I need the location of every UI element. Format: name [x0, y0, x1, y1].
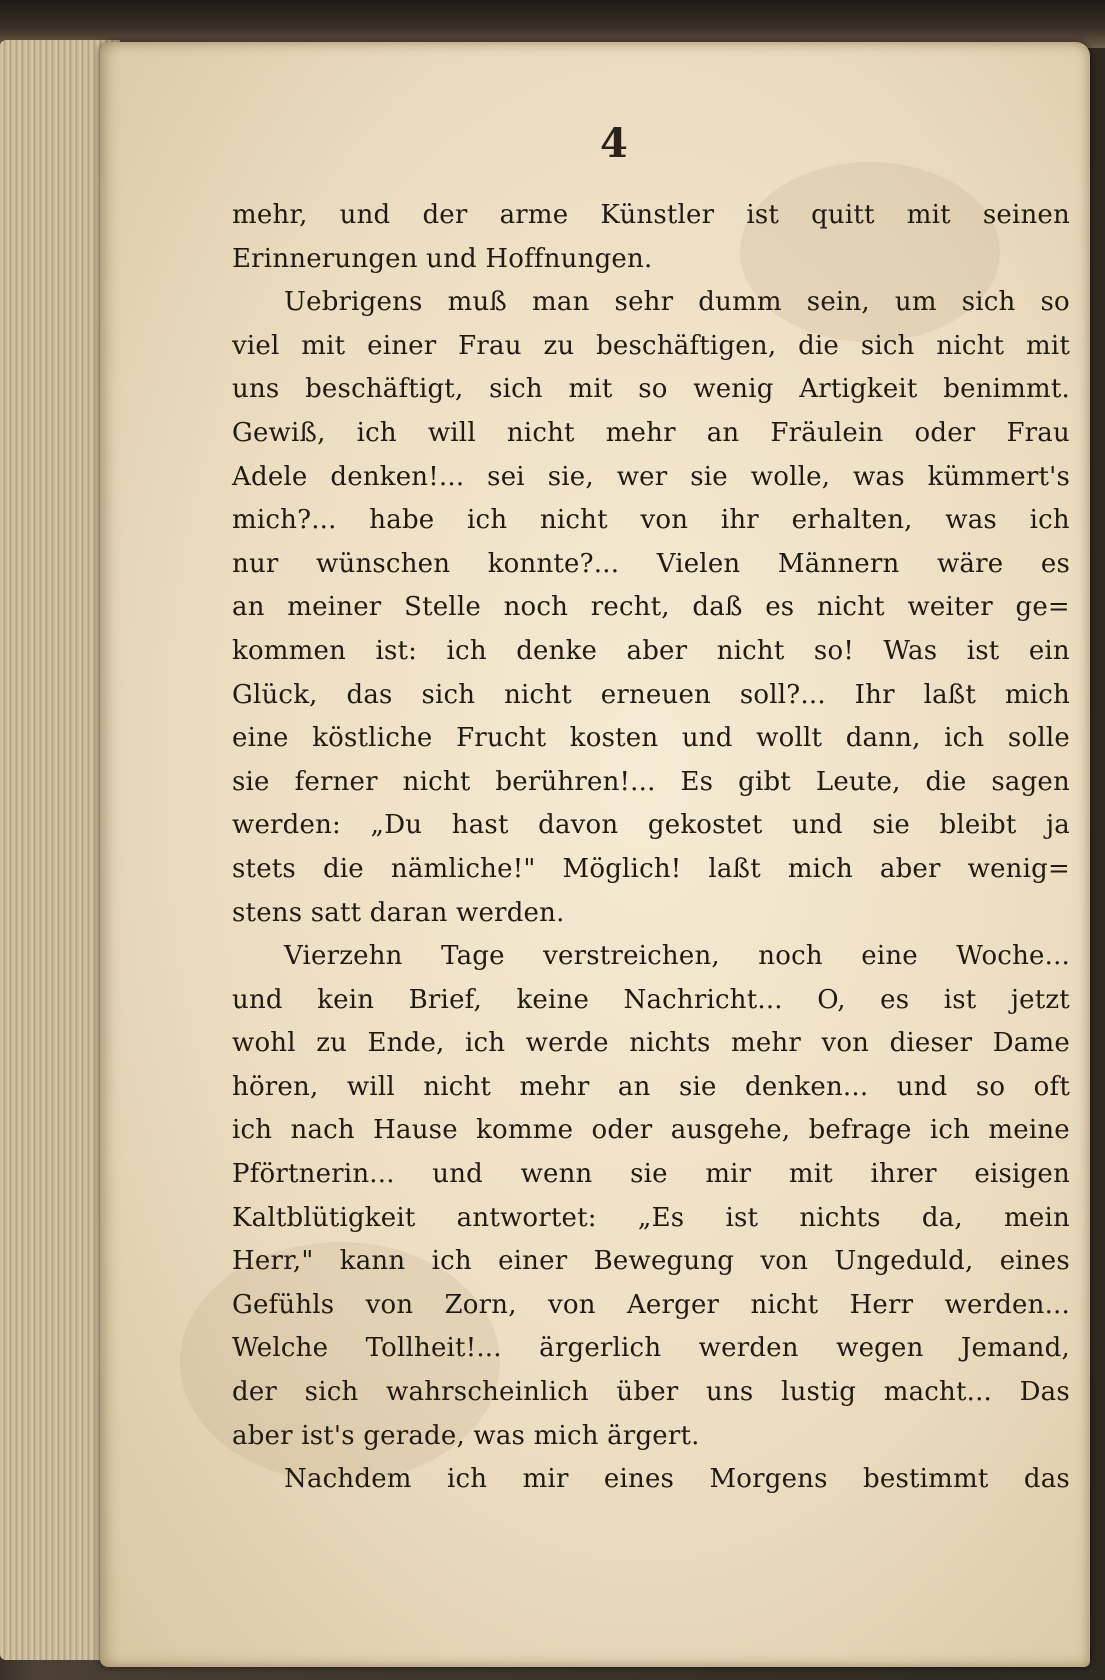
- word: an: [706, 417, 740, 448]
- text-line: [232, 1109, 1070, 1153]
- word: seinen: [982, 200, 1070, 230]
- word: hören,: [232, 1071, 319, 1102]
- word: ich: [1029, 505, 1070, 536]
- word: mit: [1025, 330, 1070, 361]
- word: aber: [879, 853, 941, 884]
- word: will: [346, 1071, 395, 1102]
- word: der: [232, 1377, 278, 1408]
- word: wünschen: [316, 548, 451, 579]
- word: Glück,: [232, 679, 318, 710]
- word: beschäftigt,: [305, 374, 464, 405]
- word: nicht: [506, 417, 575, 448]
- word: dumm: [698, 287, 782, 318]
- word: ärgerlich: [539, 1333, 662, 1364]
- word: dieser: [889, 1028, 973, 1059]
- word: Gefühls: [232, 1289, 335, 1320]
- word: komme: [476, 1115, 574, 1146]
- word: nicht: [402, 766, 471, 797]
- word: Welche: [232, 1333, 329, 1364]
- word: hast: [451, 810, 509, 841]
- word: Ende,: [367, 1028, 445, 1059]
- word: Uebrigens: [284, 287, 423, 318]
- word: es: [1040, 548, 1070, 579]
- word: und: [432, 1159, 483, 1190]
- word: mein: [1004, 1202, 1070, 1233]
- word: nicht: [423, 1071, 492, 1102]
- text-line: [232, 499, 1070, 543]
- word: befrage: [808, 1115, 912, 1146]
- word: sehr: [614, 287, 674, 318]
- word: Stelle: [404, 592, 481, 623]
- word: ist: [966, 635, 1000, 666]
- word: es: [880, 984, 910, 1015]
- word: Ungeduld,: [834, 1246, 974, 1277]
- word: eine: [232, 723, 289, 754]
- word: bestimmt: [863, 1464, 989, 1495]
- word: mit: [568, 374, 613, 405]
- text-line: [232, 412, 1070, 456]
- word: benimmt.: [943, 374, 1070, 405]
- word: wenig=: [967, 853, 1070, 884]
- word: nicht: [816, 592, 885, 623]
- word: so: [975, 1071, 1006, 1102]
- word: eines: [603, 1464, 675, 1495]
- word: Adele: [232, 461, 308, 492]
- word: ich: [467, 505, 508, 536]
- word: nämliche!": [390, 853, 536, 884]
- word: nicht: [936, 330, 1005, 361]
- word: sich: [421, 679, 476, 710]
- word: O,: [817, 984, 846, 1015]
- word: Frau: [1006, 417, 1070, 448]
- word: was: [853, 461, 905, 492]
- word: mehr: [605, 417, 676, 448]
- word: Das: [1019, 1377, 1070, 1408]
- text-line: [232, 1284, 1070, 1328]
- word: nicht: [750, 1289, 819, 1320]
- word: uns: [706, 1377, 754, 1408]
- word: Tage: [441, 941, 505, 972]
- word: zu: [543, 330, 575, 361]
- word: Ihr: [854, 679, 895, 710]
- word: ja: [1046, 810, 1070, 841]
- word: und: [792, 810, 843, 841]
- word: ein: [1028, 635, 1070, 666]
- page-sheet: [100, 42, 1090, 1667]
- word: ich: [464, 1028, 506, 1059]
- word: kosten: [569, 723, 659, 754]
- word: oder: [914, 417, 976, 448]
- word: sie: [678, 1071, 717, 1102]
- word: solle: [1007, 723, 1070, 754]
- word: Jemand,: [960, 1333, 1070, 1364]
- word: Leute,: [815, 766, 901, 797]
- word: weiter: [907, 592, 993, 623]
- word: Vierzehn: [284, 941, 403, 972]
- word: Was: [883, 635, 938, 666]
- word: noch: [758, 941, 823, 972]
- word: wegen: [836, 1333, 924, 1364]
- word: „Es: [637, 1202, 685, 1233]
- page-number: 4: [600, 120, 628, 167]
- word: Frau: [458, 330, 522, 361]
- word: so: [1040, 287, 1070, 318]
- text-line: [232, 1371, 1070, 1415]
- word: nicht: [504, 679, 572, 710]
- word: Vielen: [656, 548, 741, 579]
- text-line: [232, 281, 1070, 325]
- word: antwortet:: [456, 1202, 597, 1233]
- text-line: [232, 630, 1070, 674]
- word: da,: [921, 1202, 963, 1233]
- word: ausgehe,: [670, 1115, 791, 1146]
- word: über: [616, 1377, 679, 1408]
- word: so!: [813, 635, 854, 666]
- word: sie: [630, 1159, 668, 1190]
- word: nicht: [716, 635, 785, 666]
- word: und: [681, 723, 733, 754]
- word: an: [232, 592, 265, 623]
- word: oft: [1033, 1071, 1070, 1102]
- text-line: [232, 543, 1070, 587]
- word: Kaltblütigkeit: [232, 1202, 416, 1233]
- word: und: [896, 1071, 948, 1102]
- word: ich: [929, 1115, 971, 1146]
- text-line: [232, 1197, 1070, 1241]
- word: die: [322, 853, 364, 884]
- word: mit: [788, 1159, 833, 1190]
- text-line: Erinnerungen und Hoffnungen.: [232, 243, 653, 274]
- word: macht...: [883, 1377, 993, 1408]
- text-line: [232, 1327, 1070, 1371]
- word: nichts: [629, 1028, 711, 1059]
- word: habe: [369, 505, 435, 536]
- word: meiner: [287, 592, 382, 623]
- word: Pförtnerin...: [232, 1159, 395, 1190]
- word: mir: [705, 1159, 752, 1190]
- word: mir: [522, 1464, 569, 1495]
- text-line: [232, 674, 1070, 718]
- word: bleibt: [939, 810, 1017, 841]
- word: Fräulein: [770, 417, 884, 448]
- word: ist:: [375, 635, 418, 666]
- body-text: [232, 194, 1070, 1502]
- word: soll?...: [739, 679, 826, 710]
- word: denke: [516, 635, 598, 666]
- word: mit: [906, 200, 951, 230]
- word: sein,: [806, 287, 870, 318]
- word: wer: [616, 461, 668, 492]
- word: sich: [489, 374, 543, 405]
- word: kommen: [232, 635, 347, 666]
- text-line: [232, 586, 1070, 630]
- word: Herr,": [232, 1246, 314, 1277]
- word: sei: [487, 461, 525, 492]
- word: die: [798, 330, 840, 361]
- word: eine: [861, 941, 918, 972]
- word: jetzt: [1010, 984, 1070, 1015]
- word: daß: [692, 592, 743, 623]
- word: Zorn,: [444, 1289, 517, 1320]
- word: Nachricht...: [623, 984, 783, 1015]
- word: ist: [943, 984, 977, 1015]
- word: und: [339, 200, 391, 230]
- word: wolle,: [750, 461, 831, 492]
- text-line: [232, 456, 1070, 500]
- text-line: [232, 1458, 1070, 1502]
- word: köstliche: [312, 723, 433, 754]
- word: ich: [446, 635, 487, 666]
- word: Herr: [849, 1289, 914, 1320]
- word: sagen: [991, 766, 1070, 797]
- word: Woche...: [956, 941, 1070, 972]
- word: werden...: [944, 1289, 1070, 1320]
- word: ich: [356, 417, 397, 448]
- text-line: [232, 325, 1070, 369]
- word: kann: [339, 1246, 406, 1277]
- word: ge=: [1015, 592, 1070, 623]
- word: nach: [290, 1115, 355, 1146]
- word: lustig: [781, 1377, 857, 1408]
- text-line: [232, 717, 1070, 761]
- word: erhalten,: [791, 505, 913, 536]
- text-line: [232, 848, 1070, 892]
- word: nichts: [799, 1202, 881, 1233]
- text-line: [232, 1240, 1070, 1284]
- word: werde: [525, 1028, 609, 1059]
- word: Künstler: [600, 200, 715, 230]
- word: gibt: [738, 766, 791, 797]
- word: und: [232, 984, 283, 1015]
- word: ist: [725, 1202, 759, 1233]
- word: Tollheit!...: [365, 1333, 502, 1364]
- word: Aerger: [626, 1289, 720, 1320]
- word: sie: [872, 810, 911, 841]
- word: einer: [367, 330, 437, 361]
- word: laßt: [708, 853, 761, 884]
- word: ich: [447, 1464, 488, 1495]
- word: Bewegung: [593, 1246, 735, 1277]
- word: um: [894, 287, 937, 318]
- word: sie: [690, 461, 728, 492]
- word: Möglich!: [562, 853, 682, 884]
- word: man: [532, 287, 590, 318]
- word: gekostet: [647, 810, 763, 841]
- word: an: [617, 1071, 651, 1102]
- word: mehr,: [232, 200, 308, 230]
- word: werden:: [232, 810, 342, 841]
- word: kein: [317, 984, 375, 1015]
- word: werden: [698, 1333, 799, 1364]
- word: wenig: [693, 374, 774, 405]
- word: sich: [304, 1377, 359, 1408]
- text-line: [232, 804, 1070, 848]
- word: keine: [516, 984, 590, 1015]
- word: ist: [746, 200, 780, 230]
- word: Frucht: [456, 723, 547, 754]
- text-line: [232, 1153, 1070, 1197]
- word: sich: [961, 287, 1016, 318]
- word: ferner: [294, 766, 378, 797]
- word: das: [1023, 1464, 1070, 1495]
- word: wahrscheinlich: [386, 1377, 589, 1408]
- word: sich: [860, 330, 915, 361]
- word: die: [925, 766, 967, 797]
- word: quitt: [811, 200, 875, 230]
- text-line: [232, 935, 1070, 979]
- word: Es: [680, 766, 714, 797]
- word: denken...: [745, 1071, 869, 1102]
- word: von: [365, 1289, 414, 1320]
- word: uns: [232, 374, 280, 405]
- text-line: stens satt daran werden.: [232, 897, 565, 928]
- word: ihr: [720, 505, 759, 536]
- text-line: [232, 1022, 1070, 1066]
- word: von: [821, 1028, 870, 1059]
- word: oder: [591, 1115, 653, 1146]
- word: Männern: [777, 548, 900, 579]
- word: meine: [988, 1115, 1070, 1146]
- word: ihrer: [870, 1159, 937, 1190]
- word: es: [765, 592, 795, 623]
- text-line: [232, 979, 1070, 1023]
- word: mit: [301, 330, 346, 361]
- word: laßt: [923, 679, 977, 710]
- word: stets: [232, 853, 296, 884]
- word: einer: [498, 1246, 568, 1277]
- word: aber: [626, 635, 688, 666]
- word: ich: [431, 1246, 472, 1277]
- word: von: [640, 505, 689, 536]
- word: noch: [503, 592, 569, 623]
- word: zu: [316, 1028, 348, 1059]
- word: sie,: [547, 461, 594, 492]
- word: beschäftigen,: [596, 330, 777, 361]
- word: eisigen: [974, 1159, 1070, 1190]
- word: arme: [499, 200, 569, 230]
- word: wollt: [756, 723, 823, 754]
- word: „Du: [370, 810, 423, 841]
- word: das: [346, 679, 393, 710]
- word: Morgens: [709, 1464, 828, 1495]
- word: der: [422, 200, 468, 230]
- word: sie: [232, 766, 270, 797]
- word: mehr: [519, 1071, 590, 1102]
- word: Hause: [373, 1115, 458, 1146]
- word: will: [427, 417, 476, 448]
- word: muß: [447, 287, 507, 318]
- word: Dame: [992, 1028, 1070, 1059]
- word: Nachdem: [284, 1464, 412, 1495]
- word: viel: [232, 330, 280, 361]
- word: eines: [999, 1246, 1070, 1277]
- word: mich: [787, 853, 853, 884]
- word: so: [638, 374, 668, 405]
- word: wohl: [232, 1028, 296, 1059]
- word: denken!...: [330, 461, 465, 492]
- text-line: [232, 1066, 1070, 1110]
- book-top-edge: [0, 0, 1105, 48]
- word: Brief,: [408, 984, 483, 1015]
- word: ich: [944, 723, 985, 754]
- word: ich: [232, 1115, 273, 1146]
- text-line: [232, 368, 1070, 412]
- text-line: aber ist's gerade, was mich ärgert.: [232, 1420, 700, 1451]
- word: Gewiß,: [232, 417, 326, 448]
- text-line: [232, 194, 1070, 238]
- word: was: [945, 505, 997, 536]
- word: verstreichen,: [543, 941, 720, 972]
- word: dann,: [845, 723, 921, 754]
- word: erneuen: [600, 679, 711, 710]
- word: konnte?...: [487, 548, 620, 579]
- word: davon: [538, 810, 619, 841]
- word: nicht: [539, 505, 608, 536]
- word: nur: [232, 548, 279, 579]
- text-line: [232, 761, 1070, 805]
- word: Artigkeit: [799, 374, 918, 405]
- word: mich: [1004, 679, 1070, 710]
- word: berühren!...: [495, 766, 656, 797]
- word: recht,: [590, 592, 670, 623]
- word: von: [760, 1246, 809, 1277]
- word: mich?...: [232, 505, 337, 536]
- word: wäre: [936, 548, 1004, 579]
- word: mehr: [730, 1028, 801, 1059]
- word: von: [547, 1289, 596, 1320]
- word: wenn: [520, 1159, 593, 1190]
- word: kümmert's: [927, 461, 1070, 492]
